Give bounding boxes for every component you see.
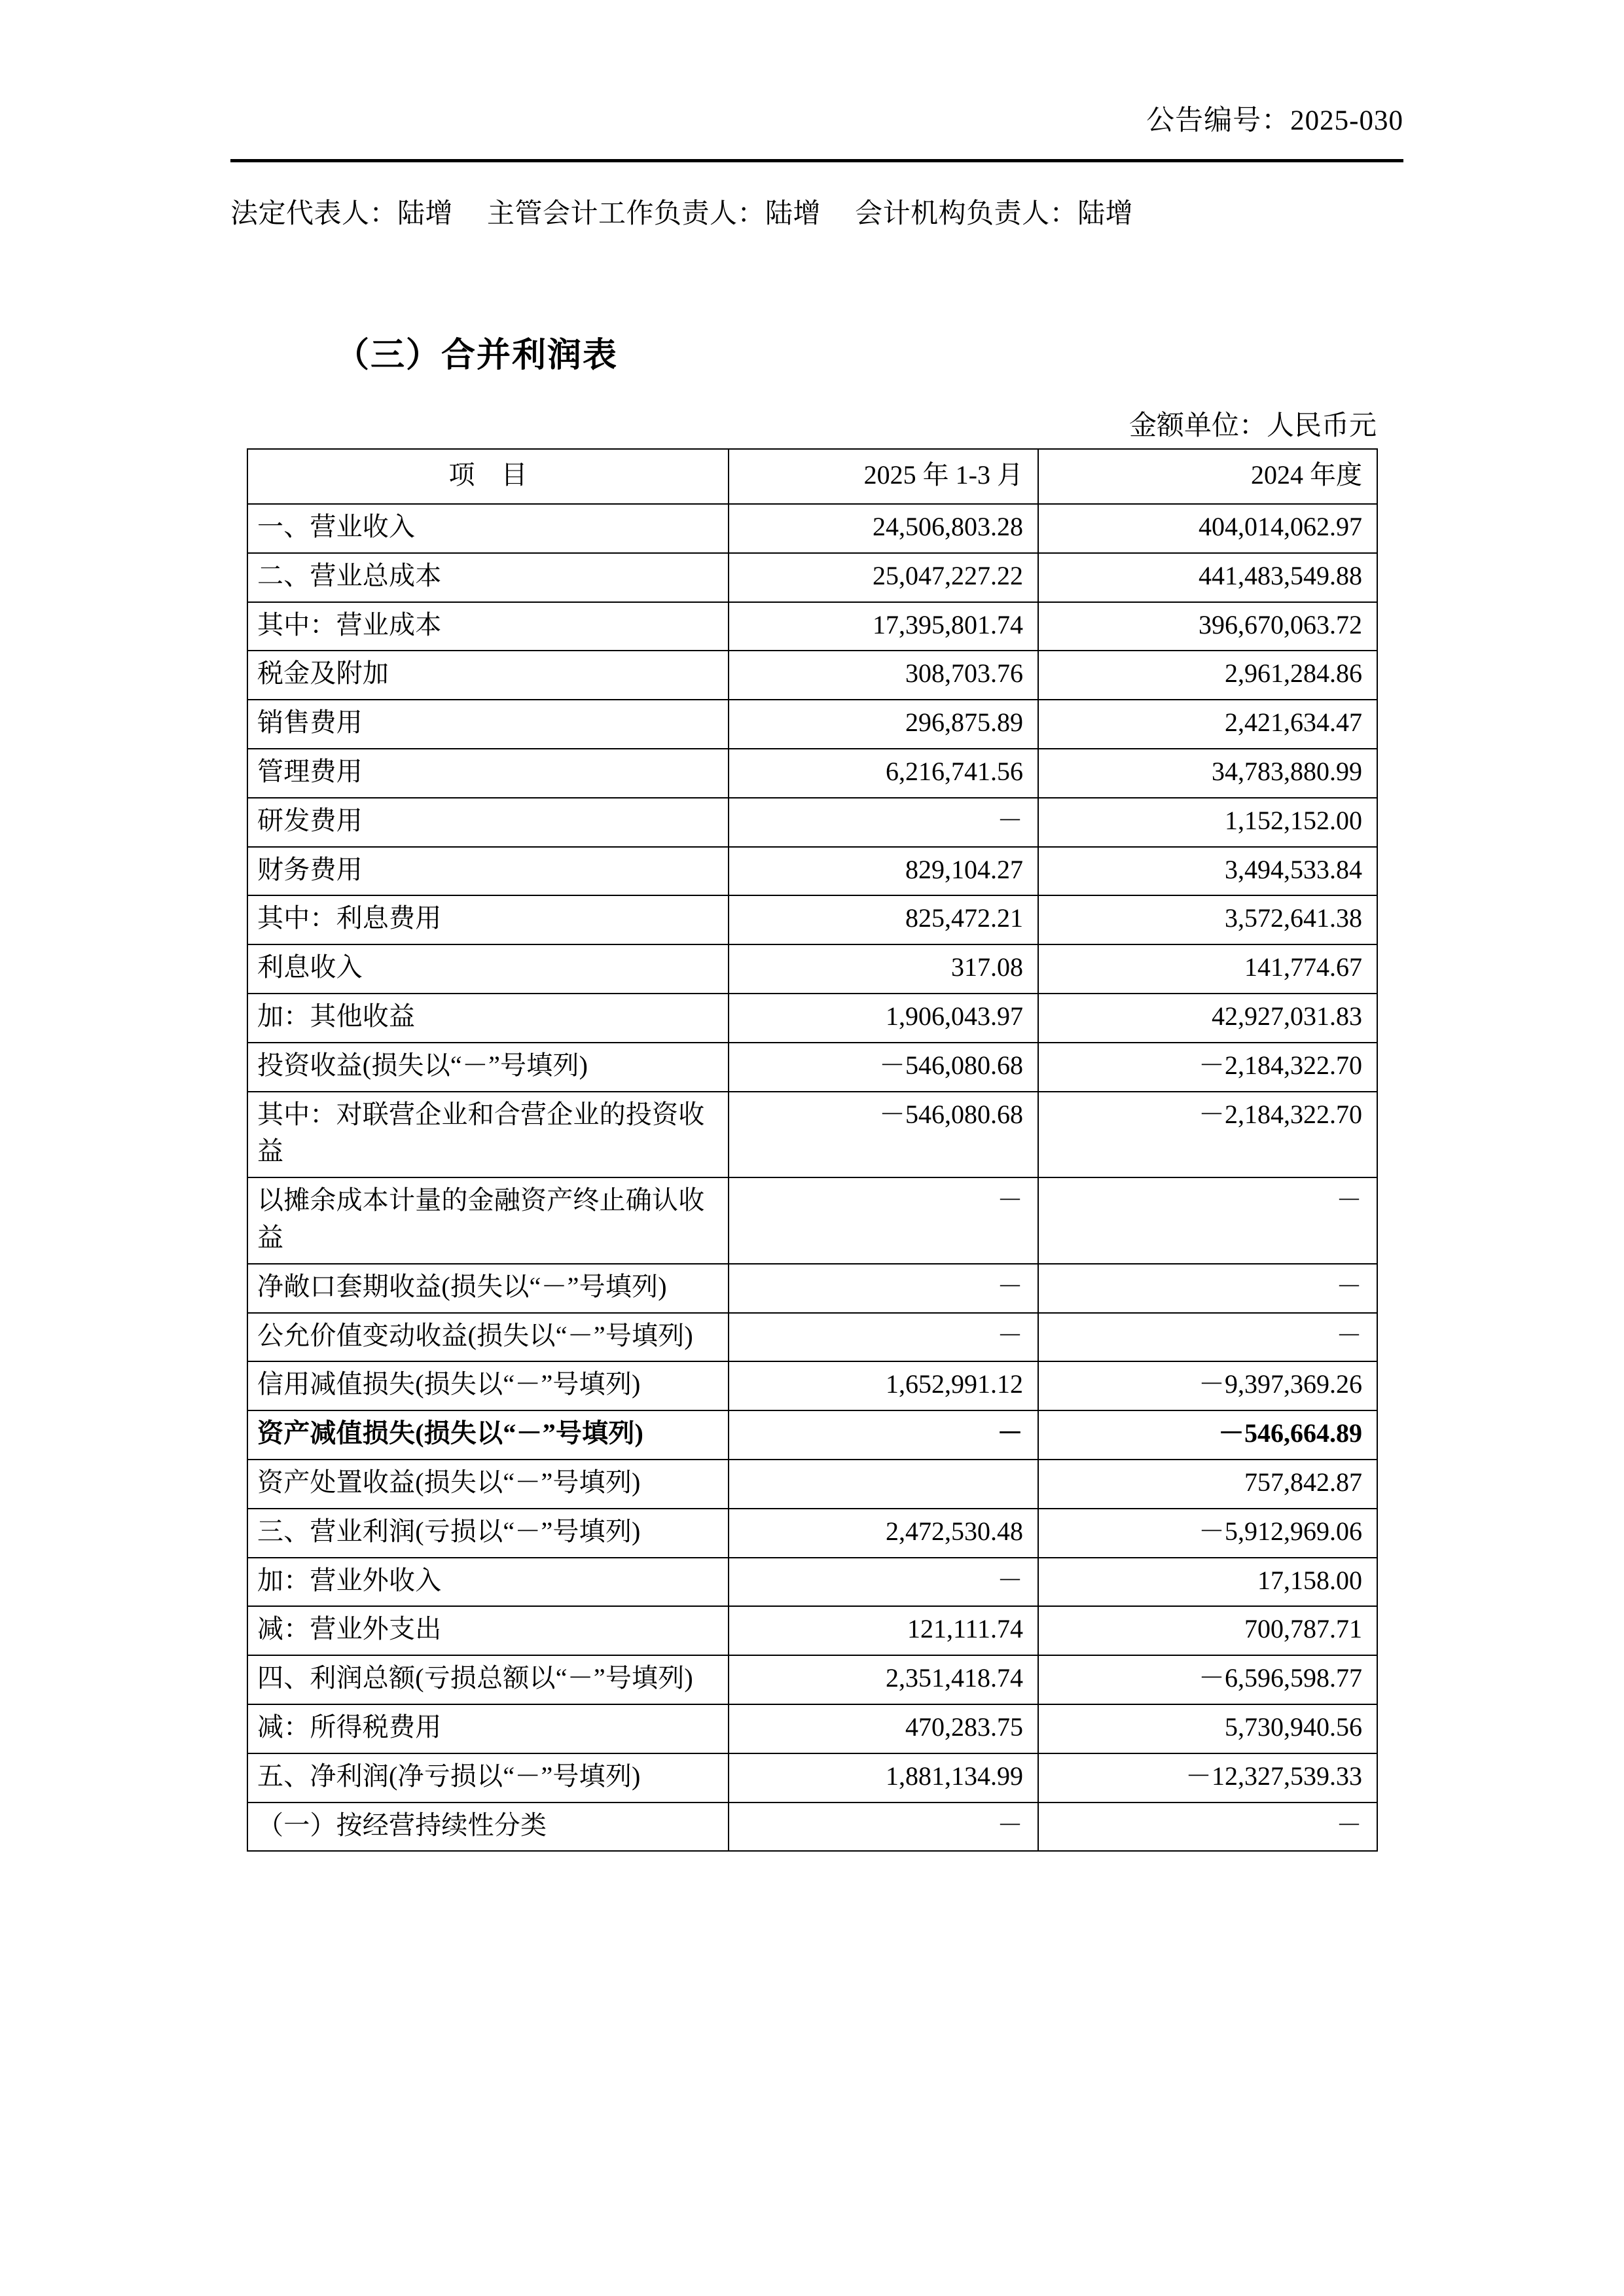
row-item-label: 三、营业利润(亏损以“－”号填列) bbox=[247, 1509, 729, 1558]
row-value-year: －5,912,969.06 bbox=[1038, 1509, 1377, 1558]
announcement-number: 公告编号：2025-030 bbox=[1146, 105, 1403, 136]
row-value-q1: 25,047,227.22 bbox=[729, 553, 1038, 602]
accounting-institution-head-signature bbox=[855, 192, 1133, 231]
row-item-label: 信用减值损失(损失以“－”号填列) bbox=[247, 1361, 729, 1410]
row-value-year: －2,184,322.70 bbox=[1038, 1043, 1377, 1092]
table-row bbox=[247, 1558, 1377, 1607]
row-value-year: － bbox=[1038, 1264, 1377, 1313]
table-row bbox=[247, 651, 1377, 700]
row-value-year: 441,483,549.88 bbox=[1038, 553, 1377, 602]
row-value-year: 396,670,063.72 bbox=[1038, 602, 1377, 651]
row-value-year: － bbox=[1038, 1177, 1377, 1264]
table-row bbox=[247, 895, 1377, 944]
column-header-q1: 2025 年 1-3 月 bbox=[729, 449, 1038, 504]
row-value-q1: 825,472.21 bbox=[729, 895, 1038, 944]
row-value-year: 42,927,031.83 bbox=[1038, 994, 1377, 1043]
row-item-label: 四、利润总额(亏损总额以“－”号填列) bbox=[247, 1655, 729, 1704]
row-item-label: 净敞口套期收益(损失以“－”号填列) bbox=[247, 1264, 729, 1313]
row-value-q1: －546,080.68 bbox=[729, 1092, 1038, 1178]
row-item-label: 五、净利润(净亏损以“－”号填列) bbox=[247, 1753, 729, 1803]
row-item-label: 销售费用 bbox=[247, 700, 729, 749]
amount-unit-note: 金额单位：人民币元 bbox=[1128, 411, 1377, 441]
row-value-year: 5,730,940.56 bbox=[1038, 1704, 1377, 1753]
table-row bbox=[247, 944, 1377, 994]
row-value-q1: 296,875.89 bbox=[729, 700, 1038, 749]
row-value-q1: － bbox=[729, 1313, 1038, 1362]
row-value-year: －2,184,322.70 bbox=[1038, 1092, 1377, 1178]
row-value-q1: 829,104.27 bbox=[729, 847, 1038, 896]
legal-representative-signature bbox=[230, 192, 453, 231]
accounting-institution-head-name: 陆增 bbox=[1077, 199, 1134, 229]
row-item-label: （一）按经营持续性分类 bbox=[247, 1803, 729, 1852]
row-value-q1: 6,216,741.56 bbox=[729, 749, 1038, 798]
row-value-year: －9,397,369.26 bbox=[1038, 1361, 1377, 1410]
column-header-item: 项 目 bbox=[247, 449, 729, 504]
table-row bbox=[247, 553, 1377, 602]
row-value-q1: － bbox=[729, 1264, 1038, 1313]
table-header bbox=[247, 449, 1377, 504]
row-item-label: 加：其他收益 bbox=[247, 994, 729, 1043]
row-item-label: 研发费用 bbox=[247, 798, 729, 847]
table-row bbox=[247, 798, 1377, 847]
table-row bbox=[247, 602, 1377, 651]
accounting-officer-signature bbox=[487, 192, 821, 231]
section-title: （三）合并利润表 bbox=[335, 337, 619, 374]
row-item-label: 公允价值变动收益(损失以“－”号填列) bbox=[247, 1313, 729, 1362]
row-item-label: 其中：对联营企业和合营企业的投资收益 bbox=[247, 1092, 729, 1178]
row-value-year: 2,961,284.86 bbox=[1038, 651, 1377, 700]
table-row bbox=[247, 1092, 1377, 1178]
row-item-label: 一、营业收入 bbox=[247, 504, 729, 553]
row-value-year: 17,158.00 bbox=[1038, 1558, 1377, 1607]
table-row bbox=[247, 749, 1377, 798]
signature-row bbox=[230, 192, 1403, 231]
row-item-label: 减：营业外支出 bbox=[247, 1606, 729, 1655]
table-row bbox=[247, 994, 1377, 1043]
row-value-year: 1,152,152.00 bbox=[1038, 798, 1377, 847]
table-row bbox=[247, 1313, 1377, 1362]
table-body bbox=[247, 504, 1377, 1851]
row-item-label: 以摊余成本计量的金融资产终止确认收益 bbox=[247, 1177, 729, 1264]
row-value-year: 3,572,641.38 bbox=[1038, 895, 1377, 944]
accounting-institution-head-label: 会计机构负责人： bbox=[855, 199, 1078, 229]
table-row bbox=[247, 1410, 1377, 1460]
row-item-label: 其中：营业成本 bbox=[247, 602, 729, 651]
row-value-q1: 1,906,043.97 bbox=[729, 994, 1038, 1043]
row-value-q1: 1,652,991.12 bbox=[729, 1361, 1038, 1410]
row-value-year: 700,787.71 bbox=[1038, 1606, 1377, 1655]
row-item-label: 利息收入 bbox=[247, 944, 729, 994]
row-value-year: 404,014,062.97 bbox=[1038, 504, 1377, 553]
row-value-year: －6,596,598.77 bbox=[1038, 1655, 1377, 1704]
table-row bbox=[247, 1177, 1377, 1264]
row-value-q1: 121,111.74 bbox=[729, 1606, 1038, 1655]
row-value-q1: 470,283.75 bbox=[729, 1704, 1038, 1753]
legal-representative-name: 陆增 bbox=[397, 199, 454, 229]
accounting-officer-name: 陆增 bbox=[765, 199, 821, 229]
row-item-label: 其中：利息费用 bbox=[247, 895, 729, 944]
row-item-label: 税金及附加 bbox=[247, 651, 729, 700]
row-value-year: －12,327,539.33 bbox=[1038, 1753, 1377, 1803]
row-value-q1 bbox=[729, 1460, 1038, 1509]
accounting-officer-label: 主管会计工作负责人： bbox=[487, 199, 766, 229]
row-value-q1: － bbox=[729, 1803, 1038, 1852]
column-header-year: 2024 年度 bbox=[1038, 449, 1377, 504]
row-value-year: 141,774.67 bbox=[1038, 944, 1377, 994]
table-row bbox=[247, 1460, 1377, 1509]
row-item-label: 资产减值损失(损失以“－”号填列) bbox=[247, 1410, 729, 1460]
table-row bbox=[247, 1361, 1377, 1410]
row-value-q1: －546,080.68 bbox=[729, 1043, 1038, 1092]
row-value-q1: 1,881,134.99 bbox=[729, 1753, 1038, 1803]
row-value-q1: 2,472,530.48 bbox=[729, 1509, 1038, 1558]
row-value-q1: 24,506,803.28 bbox=[729, 504, 1038, 553]
row-item-label: 加：营业外收入 bbox=[247, 1558, 729, 1607]
table-row bbox=[247, 700, 1377, 749]
row-value-q1: － bbox=[729, 798, 1038, 847]
row-value-q1: 308,703.76 bbox=[729, 651, 1038, 700]
row-item-label: 管理费用 bbox=[247, 749, 729, 798]
table-row bbox=[247, 1509, 1377, 1558]
header-divider-rule bbox=[230, 159, 1403, 162]
row-item-label: 资产处置收益(损失以“－”号填列) bbox=[247, 1460, 729, 1509]
table-row bbox=[247, 1655, 1377, 1704]
table-row bbox=[247, 1704, 1377, 1753]
table-row bbox=[247, 1043, 1377, 1092]
row-value-q1: 17,395,801.74 bbox=[729, 602, 1038, 651]
row-value-year: －546,664.89 bbox=[1038, 1410, 1377, 1460]
row-value-q1: － bbox=[729, 1558, 1038, 1607]
table-row bbox=[247, 1606, 1377, 1655]
table-row bbox=[247, 847, 1377, 896]
table-header-row bbox=[247, 449, 1377, 504]
row-value-year: 2,421,634.47 bbox=[1038, 700, 1377, 749]
row-value-year: － bbox=[1038, 1313, 1377, 1362]
row-value-q1: － bbox=[729, 1410, 1038, 1460]
row-item-label: 财务费用 bbox=[247, 847, 729, 896]
row-item-label: 减：所得税费用 bbox=[247, 1704, 729, 1753]
row-value-year: 757,842.87 bbox=[1038, 1460, 1377, 1509]
table-row bbox=[247, 504, 1377, 553]
row-value-q1: 317.08 bbox=[729, 944, 1038, 994]
table-row bbox=[247, 1803, 1377, 1852]
row-value-q1: － bbox=[729, 1177, 1038, 1264]
table-row bbox=[247, 1753, 1377, 1803]
table-row bbox=[247, 1264, 1377, 1313]
row-value-year: 3,494,533.84 bbox=[1038, 847, 1377, 896]
row-value-q1: 2,351,418.74 bbox=[729, 1655, 1038, 1704]
row-value-year: － bbox=[1038, 1803, 1377, 1852]
consolidated-income-statement-table bbox=[247, 448, 1378, 1852]
row-item-label: 投资收益(损失以“－”号填列) bbox=[247, 1043, 729, 1092]
row-item-label: 二、营业总成本 bbox=[247, 553, 729, 602]
legal-representative-label: 法定代表人： bbox=[230, 199, 398, 229]
row-value-year: 34,783,880.99 bbox=[1038, 749, 1377, 798]
